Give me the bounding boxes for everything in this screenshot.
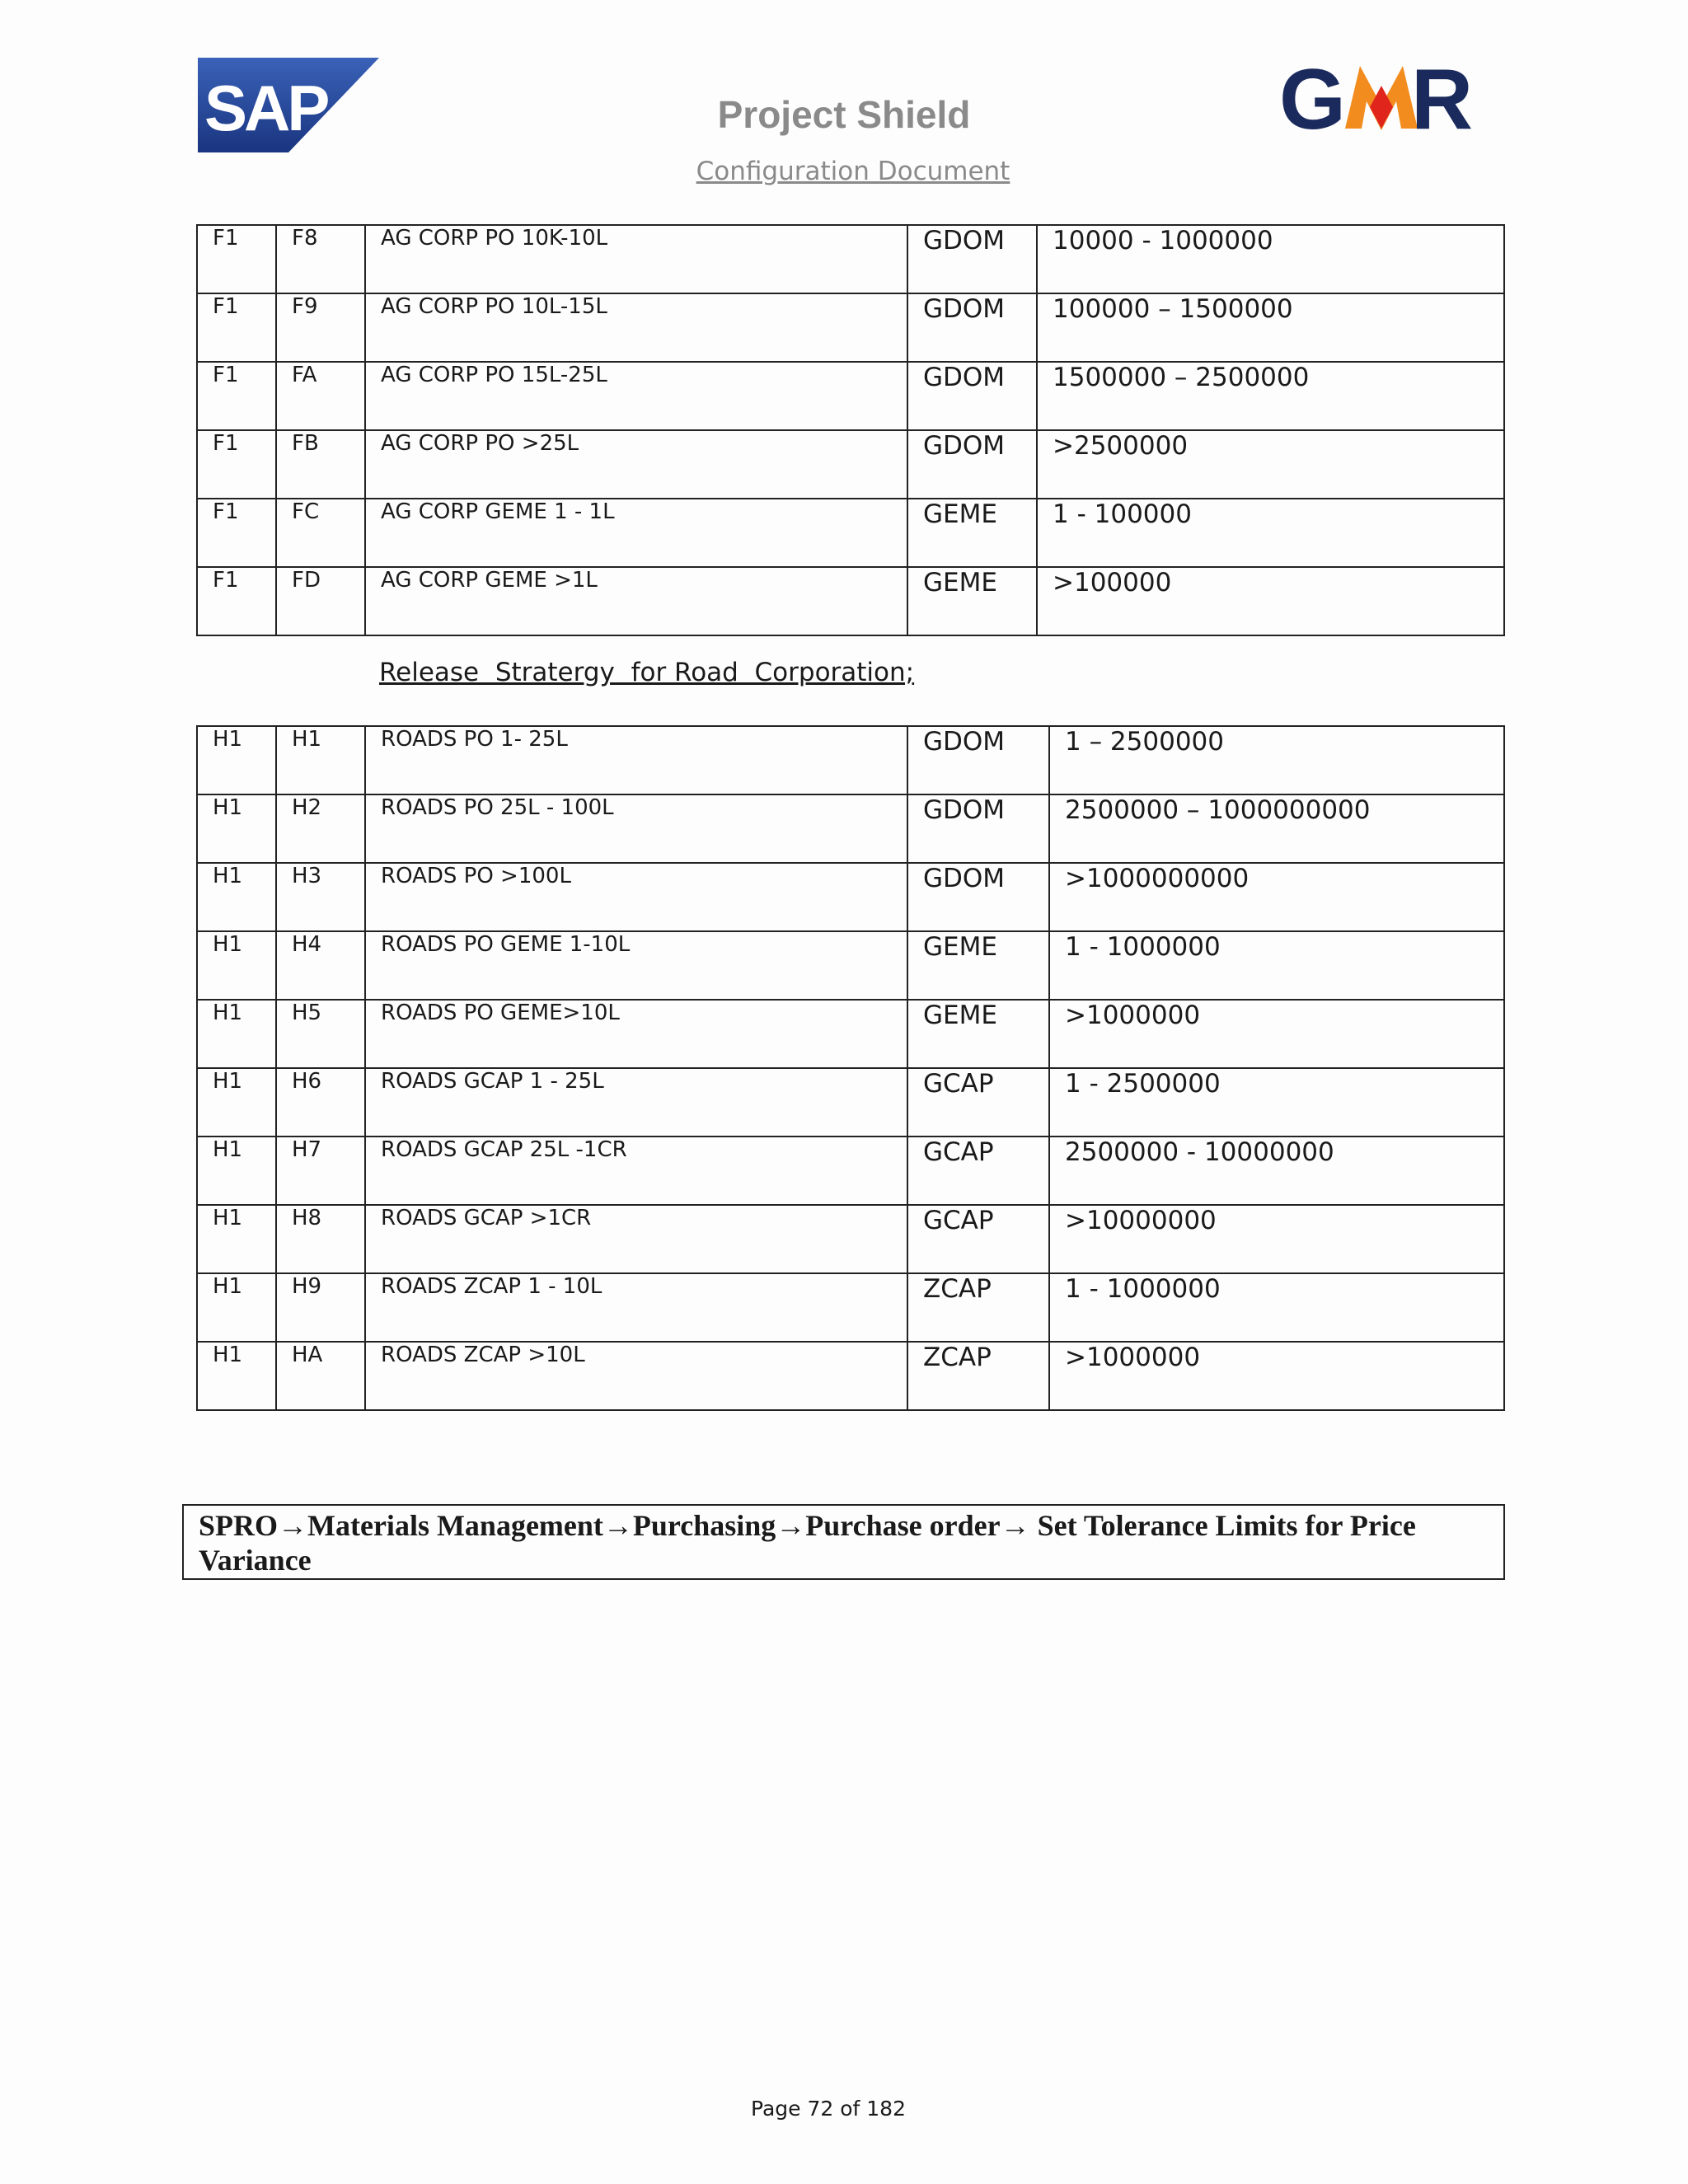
value-range-cell-text: >10000000 (1065, 1206, 1217, 1235)
page-number: Page 72 of 182 (751, 2097, 906, 2121)
value-range-cell (1049, 1000, 1504, 1068)
description-cell-text: ROADS PO GEME>10L (381, 1001, 620, 1025)
doc-type-cell-text: GEME (923, 499, 997, 529)
spro-navigation-path: SPRO→Materials Management→Purchasing→Purchase order→ Set Tolerance Limits for Price Variance (182, 1504, 1505, 1580)
table-row (197, 1137, 1504, 1205)
release-strategy-heading: Release Stratergy for Road Corporation; (379, 658, 915, 687)
doc-type-cell (907, 1342, 1049, 1410)
description-cell (365, 1000, 907, 1068)
value-range-cell (1049, 1137, 1504, 1205)
description-cell (365, 225, 907, 293)
doc-type-cell (907, 726, 1049, 794)
release-strategy-table-agcorp (196, 224, 1505, 636)
doc-type-cell (907, 225, 1037, 293)
value-range-cell (1049, 1068, 1504, 1137)
table-row (197, 1000, 1504, 1068)
code-cell (276, 1137, 365, 1205)
value-range-cell-text: 1 - 1000000 (1065, 1274, 1221, 1304)
code-cell-text: H7 (292, 1137, 322, 1162)
description-cell-text: AG CORP PO 10L-15L (381, 294, 607, 319)
value-range-cell (1037, 225, 1504, 293)
document-subtitle: Configuration Document (696, 157, 1010, 186)
doc-type-cell (907, 1273, 1049, 1342)
doc-type-cell (907, 362, 1037, 430)
description-cell-text: AG CORP PO 10K-10L (381, 226, 608, 251)
description-cell-text: ROADS PO 25L - 100L (381, 795, 614, 820)
value-range-cell-text: >1000000 (1065, 1343, 1201, 1372)
doc-type-cell-text: GDOM (923, 431, 1006, 461)
svg-text:R: R (1411, 56, 1469, 138)
group-cell (197, 1068, 276, 1137)
value-range-cell-text: >1000000000 (1065, 864, 1250, 893)
code-cell (276, 1273, 365, 1342)
value-range-cell (1049, 931, 1504, 1000)
svg-text:G: G (1279, 56, 1341, 138)
code-cell-text: HA (292, 1343, 323, 1367)
description-cell-text: AG CORP GEME 1 - 1L (381, 499, 615, 524)
table-row (197, 225, 1504, 293)
group-cell (197, 863, 276, 931)
doc-type-cell (907, 1068, 1049, 1137)
code-cell (276, 1068, 365, 1137)
code-cell-text: F8 (292, 226, 318, 251)
table-row (197, 362, 1504, 430)
group-cell (197, 794, 276, 863)
doc-type-cell-text: GCAP (923, 1069, 994, 1099)
description-cell (365, 1342, 907, 1410)
description-cell (365, 567, 907, 635)
doc-type-cell (907, 1137, 1049, 1205)
doc-type-cell-text: GDOM (923, 294, 1006, 324)
code-cell (276, 362, 365, 430)
doc-type-cell-text: GEME (923, 1001, 997, 1030)
svg-text:SAP: SAP (204, 72, 327, 144)
code-cell-text: H4 (292, 932, 322, 957)
group-cell (197, 225, 276, 293)
description-cell (365, 1273, 907, 1342)
description-cell (365, 1137, 907, 1205)
code-cell (276, 794, 365, 863)
description-cell (365, 362, 907, 430)
group-cell-text: F1 (213, 431, 239, 456)
value-range-cell-text: 10000 - 1000000 (1053, 226, 1273, 255)
description-cell-text: AG CORP PO 15L-25L (381, 363, 607, 387)
release-strategy-table-roads (196, 725, 1505, 1411)
value-range-cell (1049, 1205, 1504, 1273)
value-range-cell (1037, 362, 1504, 430)
code-cell (276, 863, 365, 931)
description-cell (365, 794, 907, 863)
code-cell-text: FA (292, 363, 317, 387)
doc-type-cell (907, 794, 1049, 863)
table-row (197, 567, 1504, 635)
value-range-cell (1049, 1273, 1504, 1342)
group-cell-text: H1 (213, 1274, 243, 1299)
table-row (197, 863, 1504, 931)
code-cell-text: H8 (292, 1206, 322, 1230)
description-cell (365, 293, 907, 362)
group-cell-text: H1 (213, 1343, 243, 1367)
table-row (197, 794, 1504, 863)
value-range-cell-text: 1500000 – 2500000 (1053, 363, 1310, 392)
group-cell (197, 1342, 276, 1410)
table-row (197, 430, 1504, 499)
table-row (197, 1273, 1504, 1342)
group-cell-text: F1 (213, 363, 239, 387)
value-range-cell (1049, 726, 1504, 794)
doc-type-cell (907, 863, 1049, 931)
table-row (197, 1205, 1504, 1273)
description-cell-text: ROADS ZCAP 1 - 10L (381, 1274, 603, 1299)
description-cell-text: ROADS PO GEME 1-10L (381, 932, 631, 957)
description-cell-text: ROADS ZCAP >10L (381, 1343, 585, 1367)
table-row (197, 931, 1504, 1000)
code-cell (276, 430, 365, 499)
doc-type-cell (907, 567, 1037, 635)
group-cell-text: H1 (213, 1137, 243, 1162)
value-range-cell (1049, 863, 1504, 931)
doc-type-cell (907, 430, 1037, 499)
doc-type-cell-text: ZCAP (923, 1343, 992, 1372)
doc-type-cell-text: GDOM (923, 727, 1006, 757)
doc-type-cell-text: GDOM (923, 864, 1006, 893)
group-cell-text: H1 (213, 1206, 243, 1230)
value-range-cell (1037, 567, 1504, 635)
code-cell-text: H6 (292, 1069, 322, 1094)
table-row (197, 1342, 1504, 1410)
value-range-cell-text: 2500000 – 1000000000 (1065, 795, 1371, 825)
table-row (197, 726, 1504, 794)
description-cell (365, 430, 907, 499)
doc-type-cell (907, 1205, 1049, 1273)
doc-type-cell-text: GEME (923, 568, 997, 598)
value-range-cell-text: 1 - 1000000 (1065, 932, 1221, 962)
value-range-cell-text: 1 - 100000 (1053, 499, 1192, 529)
description-cell (365, 1068, 907, 1137)
table-row (197, 499, 1504, 567)
value-range-cell (1037, 499, 1504, 567)
doc-type-cell (907, 1000, 1049, 1068)
group-cell (197, 726, 276, 794)
description-cell-text: ROADS PO 1- 25L (381, 727, 568, 752)
value-range-cell-text: 1 – 2500000 (1065, 727, 1224, 757)
group-cell (197, 362, 276, 430)
code-cell (276, 499, 365, 567)
doc-type-cell-text: GDOM (923, 226, 1006, 255)
code-cell (276, 1000, 365, 1068)
value-range-cell-text: >2500000 (1053, 431, 1189, 461)
code-cell (276, 726, 365, 794)
description-cell-text: ROADS PO >100L (381, 864, 571, 888)
group-cell-text: F1 (213, 226, 239, 251)
document-title: Project Shield (717, 93, 971, 136)
group-cell-text: H1 (213, 1069, 243, 1094)
code-cell (276, 225, 365, 293)
description-cell (365, 863, 907, 931)
group-cell-text: H1 (213, 795, 243, 820)
code-cell-text: H1 (292, 727, 322, 752)
group-cell (197, 430, 276, 499)
value-range-cell-text: 1 - 2500000 (1065, 1069, 1221, 1099)
value-range-cell (1037, 293, 1504, 362)
value-range-cell (1049, 1342, 1504, 1410)
group-cell-text: F1 (213, 499, 239, 524)
doc-type-cell (907, 931, 1049, 1000)
doc-type-cell (907, 293, 1037, 362)
group-cell (197, 931, 276, 1000)
description-cell-text: ROADS GCAP 25L -1CR (381, 1137, 627, 1162)
description-cell-text: AG CORP PO >25L (381, 431, 579, 456)
description-cell (365, 1205, 907, 1273)
group-cell (197, 1000, 276, 1068)
group-cell-text: H1 (213, 727, 243, 752)
value-range-cell (1049, 794, 1504, 863)
code-cell (276, 293, 365, 362)
code-cell (276, 931, 365, 1000)
code-cell (276, 1342, 365, 1410)
description-cell (365, 931, 907, 1000)
group-cell (197, 1273, 276, 1342)
doc-type-cell-text: GCAP (923, 1137, 994, 1167)
doc-type-cell-text: GDOM (923, 363, 1006, 392)
group-cell-text: H1 (213, 932, 243, 957)
group-cell-text: F1 (213, 294, 239, 319)
group-cell-text: H1 (213, 864, 243, 888)
doc-type-cell-text: GDOM (923, 795, 1006, 825)
value-range-cell-text: >1000000 (1065, 1001, 1201, 1030)
group-cell (197, 499, 276, 567)
description-cell-text: ROADS GCAP >1CR (381, 1206, 592, 1230)
code-cell-text: FC (292, 499, 320, 524)
description-cell-text: ROADS GCAP 1 - 25L (381, 1069, 604, 1094)
doc-type-cell-text: ZCAP (923, 1274, 992, 1304)
value-range-cell-text: 2500000 - 10000000 (1065, 1137, 1334, 1167)
group-cell (197, 1205, 276, 1273)
code-cell-text: FB (292, 431, 319, 456)
code-cell (276, 567, 365, 635)
doc-type-cell-text: GCAP (923, 1206, 994, 1235)
code-cell-text: H5 (292, 1001, 322, 1025)
code-cell-text: FD (292, 568, 321, 593)
code-cell-text: H2 (292, 795, 322, 820)
code-cell-text: H9 (292, 1274, 322, 1299)
code-cell (276, 1205, 365, 1273)
code-cell-text: F9 (292, 294, 318, 319)
group-cell (197, 1137, 276, 1205)
value-range-cell-text: >100000 (1053, 568, 1172, 598)
value-range-cell-text: 100000 – 1500000 (1053, 294, 1293, 324)
table-row (197, 293, 1504, 362)
value-range-cell (1037, 430, 1504, 499)
description-cell (365, 499, 907, 567)
group-cell (197, 567, 276, 635)
description-cell (365, 726, 907, 794)
description-cell-text: AG CORP GEME >1L (381, 568, 598, 593)
table-row (197, 1068, 1504, 1137)
doc-type-cell (907, 499, 1037, 567)
group-cell (197, 293, 276, 362)
group-cell-text: H1 (213, 1001, 243, 1025)
code-cell-text: H3 (292, 864, 322, 888)
doc-type-cell-text: GEME (923, 932, 997, 962)
group-cell-text: F1 (213, 568, 239, 593)
